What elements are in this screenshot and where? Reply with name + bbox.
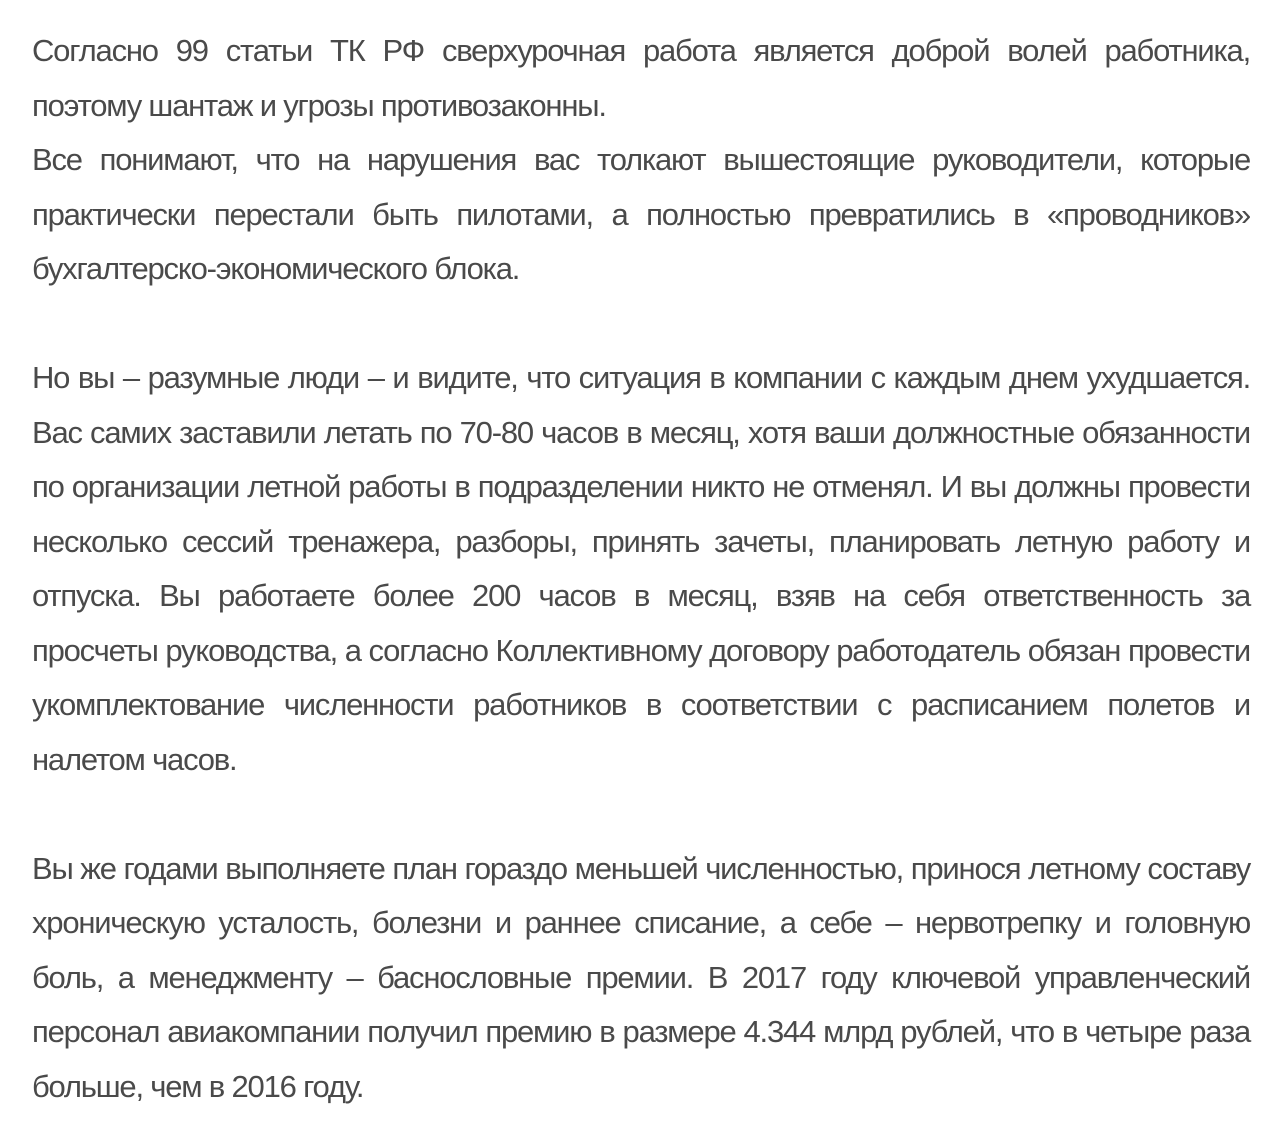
paragraph-bonuses: Вы же годами выполняете план гораздо меньшей численностью, принося летному составу хроническую усталость, болезни и раннее списание, а себе – нервотрепку и головную боль, а менеджменту – баснословные премии. В 2017 году ключевой управленческий персонал авиакомпании получил премию в размере 4.344 млрд рублей, что в четыре раза больше, чем в 2016 году. [32, 850, 1250, 1104]
paragraph-spacer [32, 297, 1250, 352]
paragraph-spacer [32, 787, 1250, 842]
paragraph-overtime-law: Согласно 99 статьи ТК РФ сверхурочная работа является доброй волей работника, поэтому шантаж и угрозы противозаконны. [32, 33, 1250, 123]
paragraph-managers: Все понимают, что на нарушения вас толкают вышестоящие руководители, которые практически перестали быть пилотами, а полностью превратились в «проводников» бухгалтерско-экономического блока. [32, 142, 1250, 286]
paragraph-situation: Но вы – разумные люди – и видите, что ситуация в компании с каждым днем ухудшается. Вас самих заставили летать по 70-80 часов в месяц, хотя ваши должностные обязанности по организации летной работы в подразделении никто не отменял. И вы должны провести несколько сессий тренажера, разборы, принять зачеты, планировать летную работу и отпуска. Вы работаете более 200 часов в месяц, взяв на себя ответственность за просчеты руководства, а согласно Коллективному договору работодатель обязан провести укомплектование численности работников в соответствии с расписанием полетов и налетом часов. [32, 360, 1250, 777]
article-body [32, 24, 1250, 1114]
